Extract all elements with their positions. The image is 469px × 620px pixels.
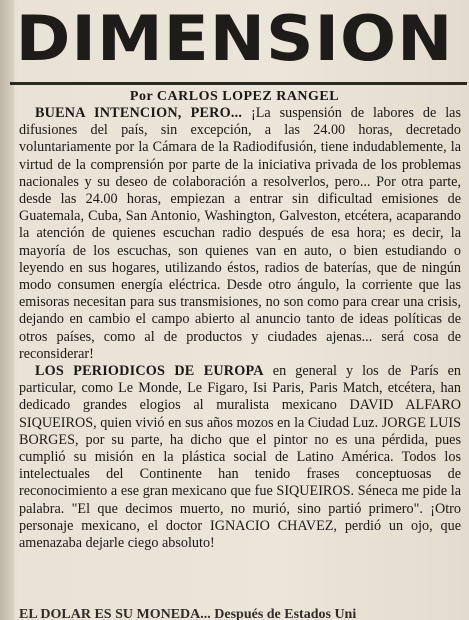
paragraph-2-lead: LOS PERIODICOS DE EUROPA [35,363,264,380]
paragraph-1-text: ¡La suspensión de labores de las difusiones del país, sin excepción, a las 24.00 horas, decretado voluntariamente por la Cámara de la Radiodifusión, tiene indudablemente, la virtud de la comprensión por parte de la iniciativa privada de los problemas nacionales y su deseo de colaboración a resolverlos, pero... Por otra parte, desde las 24.00 horas, empiezan a entrar sin dificultad emisiones de Guatemala, Cuba, San Antonio, Washington, Galveston, etcétera, acaparando la atención de quienes escuchan radio después de esa hora; es decir, la mayoría de los escuchas, son quienes van en auto, o bien estudiando o leyendo en sus hogares, utilizando éstos, radios de baterías, que de ningún modo consumen energía eléctrica. Desde otro ángulo, la corriente que las emisoras necesitan para sus transmisiones, no son como para crear una crisis, dejando en cambio el campo abierto al anuncio tanto de ideas políticas de otros países, como al de productos y ciudades ajenas... será cosa de reconsiderar! [19,105,461,362]
title-rule [10,82,467,85]
paragraph-2-text: en general y los de París en particular, como Le Monde, Le Figaro, Isi Paris, Paris Match, etcétera, han dedicado grandes elogios al muralista mexicano DAVID ALFARO SIQUEIROS, quien vivió en sus años mozos en la Ciudad Luz. JORGE LUIS BORGES, por su parte, ha dicho que el pintor no es una pérdida, pues cumplió su misión en la plástica social de Latino América. Todos los intelectuales del Continente han tenido frases conceptuosas de reconocimiento a ese gran mexicano que fue SIQUEIROS. Séneca me pide la palabra. "El que decimos muerto, no murió, sino partió primero". ¡Otro personaje mexicano, el doctor IGNACIO CHAVEZ, perdió un ojo, que amenazaba dejarle ciego absoluto! [19,363,461,552]
paragraph-1 [19,105,461,363]
paragraph-1-lead: BUENA INTENCION, PERO... [35,105,243,121]
article-body [19,105,461,552]
column-title: DIMENSION [15,2,454,76]
paragraph-2 [19,363,461,552]
cut-off-line: EL DOLAR ES SU MONEDA... Después de Estados Uni [19,607,357,620]
byline: Por CARLOS LOPEZ RANGEL [129,89,340,104]
